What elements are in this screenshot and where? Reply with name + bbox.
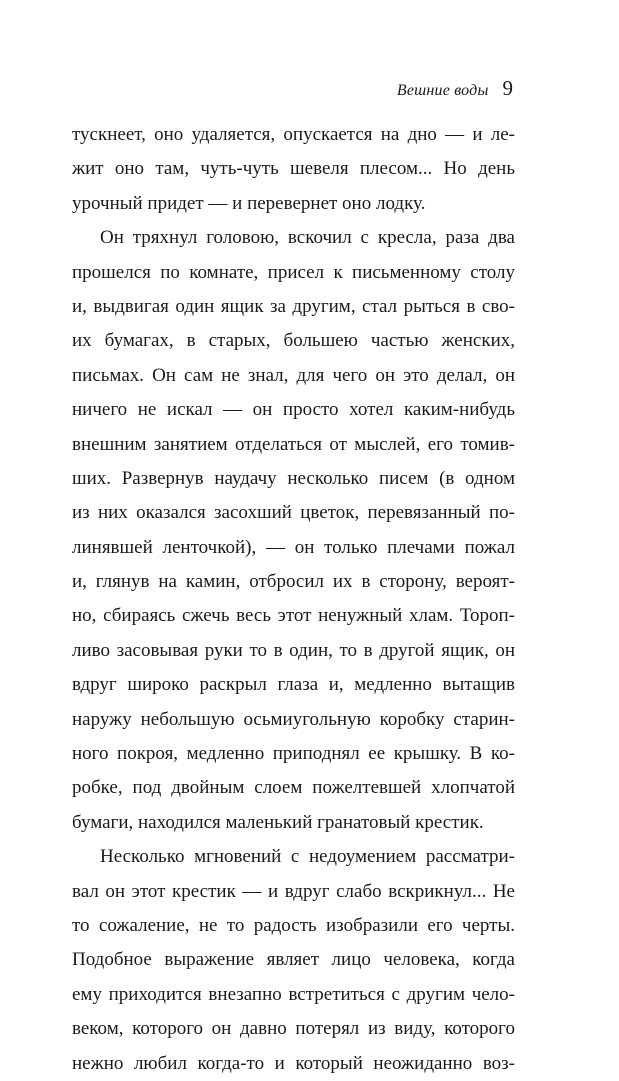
- text-line: наружу небольшую осьмиугольную коробку старин-: [72, 708, 515, 730]
- text-line: Он тряхнул головою, вскочил с кресла, раза два: [100, 227, 515, 249]
- text-line: вал он этот крестик — и вдруг слабо вскрикнул... Не: [72, 880, 515, 902]
- text-line: и, глянув на камин, отбросил их в сторону, вероят-: [72, 571, 515, 593]
- text-line: ничего не искал — он просто хотел каким-нибудь: [72, 399, 515, 421]
- paragraph: [72, 118, 515, 221]
- text-line: жит оно там, чуть-чуть шевеля плесом... Но день: [72, 158, 515, 180]
- text-line: из них оказался засохший цветок, перевязанный по-: [72, 502, 515, 524]
- text-line: урочный придет — и перевернет оно лодку.: [72, 192, 426, 214]
- text-line: Несколько мгновений с недоумением рассматри-: [100, 846, 515, 868]
- text-line: ного покроя, медленно приподнял ее крышку. В ко-: [72, 743, 515, 765]
- text-line: Подобное выражение являет лицо человека, когда: [72, 949, 515, 971]
- text-line: прошелся по комнате, присел к письменному столу: [72, 261, 515, 283]
- body-text: [72, 118, 515, 1081]
- paragraph: [72, 221, 515, 840]
- text-line: но, сбираясь сжечь весь этот ненужный хлам. Тороп-: [72, 605, 515, 627]
- text-line: то сожаление, не то радость изобразили его черты.: [72, 914, 515, 936]
- text-line: робке, под двойным слоем пожелтевшей хлопчатой: [72, 777, 515, 799]
- paragraph: [72, 840, 515, 1081]
- text-line: тускнеет, оно удаляется, опускается на дно — и ле-: [72, 124, 515, 145]
- text-line: и, выдвигая один ящик за другим, стал рыться в сво-: [72, 295, 515, 317]
- text-line: письмах. Он сам не знал, для чего он это делал, он: [72, 364, 515, 386]
- page-number: 9: [502, 76, 513, 100]
- text-line: веком, которого он давно потерял из виду, которого: [72, 1018, 515, 1040]
- running-head: [397, 76, 513, 101]
- text-line: ливо засовывая руки то в один, то в другой ящик, он: [72, 639, 515, 661]
- text-line: нежно любил когда-то и который неожиданно воз-: [72, 1052, 515, 1074]
- running-title: Вешние воды: [396, 82, 489, 99]
- text-line: ших. Развернув наудачу несколько писем (в одном: [72, 467, 515, 489]
- text-line: их бумагах, в старых, большею частью женских,: [72, 330, 515, 352]
- text-line: внешним занятием отделаться от мыслей, его томив-: [72, 433, 515, 455]
- text-line: ему приходится внезапно встретиться с другим чело-: [72, 983, 515, 1005]
- text-line: линявшей ленточкой), — он только плечами пожал: [72, 536, 515, 558]
- text-line: бумаги, находился маленький гранатовый крестик.: [72, 811, 484, 833]
- text-line: вдруг широко раскрыл глаза и, медленно вытащив: [72, 674, 515, 696]
